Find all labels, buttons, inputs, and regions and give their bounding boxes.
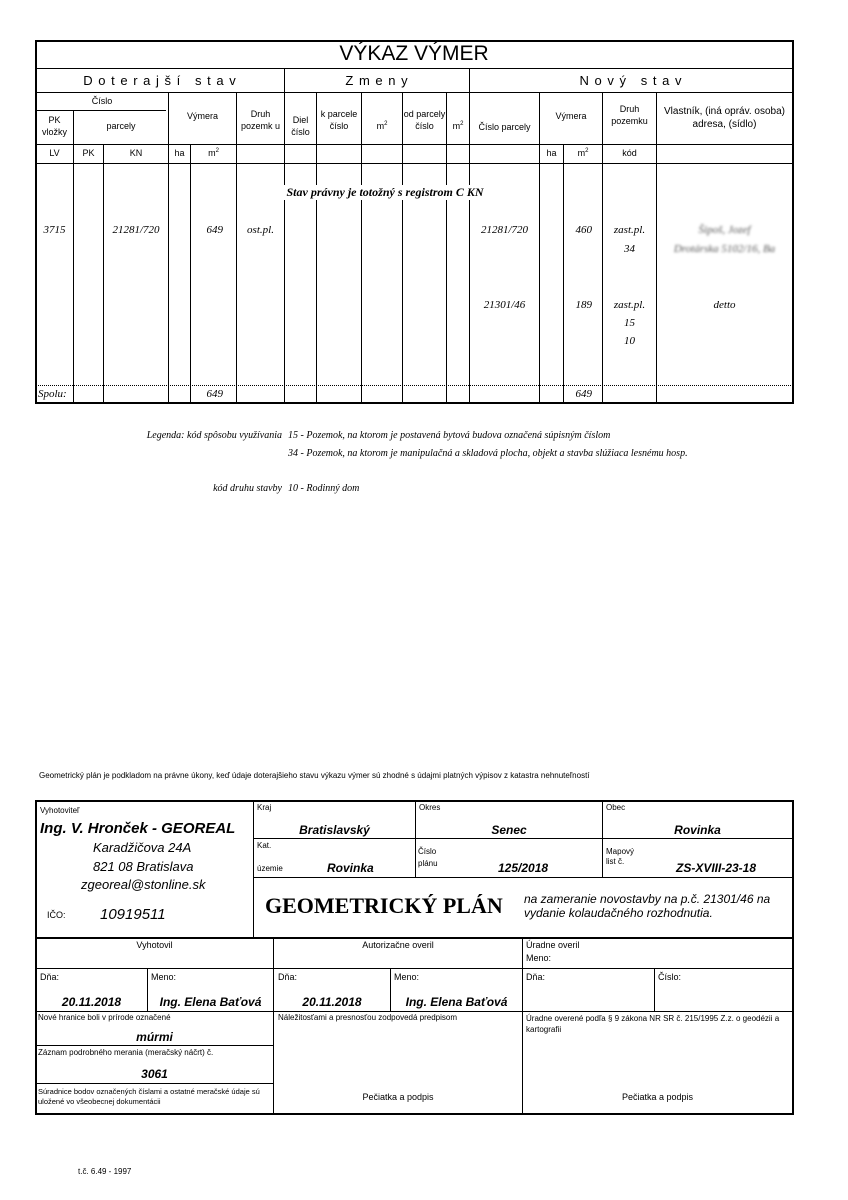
new-druh-2: zast.pl. — [613, 299, 646, 311]
header-m2-old: $m^2$ — [208, 148, 219, 158]
date-autorizacne: 20.11.2018 — [302, 995, 362, 1009]
peciatka-podpis-2: Pečiatka a podpis — [621, 1092, 694, 1102]
old-lv: 3715 — [43, 224, 66, 236]
vyhotovitel-label: Vyhotoviteľ — [40, 806, 80, 815]
legend-line-15: 15 - Pozemok, na ktorom je postavená bytová budova označená súpisným číslom — [288, 430, 611, 441]
new-owner-2: detto — [713, 299, 736, 311]
name-vyhotovil: Ing. Elena Baťová — [159, 995, 262, 1009]
zaznam-label: Záznam podrobného merania (meračský náčrt) č. — [38, 1048, 214, 1057]
obec-label: Obec — [606, 803, 626, 812]
company-name: Ing. V. Hronček - GEOREAL — [40, 820, 236, 837]
old-m2: 649 — [206, 224, 223, 236]
ico-value: 10919511 — [100, 906, 166, 923]
new-m2-1: 460 — [575, 224, 592, 236]
uradne-overil-label: Úradne overil — [526, 940, 580, 950]
header-druh-pozemku-new: Druh pozemku — [611, 104, 648, 126]
new-m2-2: 189 — [575, 299, 592, 311]
new-parcel-2: 21301/46 — [483, 299, 526, 311]
ico-label: IČO: — [47, 910, 66, 920]
dna-label-1: Dňa: — [40, 972, 60, 982]
header-parcely: parcely — [106, 121, 136, 131]
header-vymera: Výmera — [186, 111, 218, 121]
kraj-label: Kraj — [257, 803, 272, 812]
kat-label: Kat. — [257, 841, 272, 850]
mapovy-list-value: ZS-XVIII-23-18 — [676, 861, 757, 875]
meno-label-1: Meno: — [151, 972, 177, 982]
vyhotovil-label: Vyhotovil — [136, 940, 173, 950]
autorizacne-label: Autorizačne overil — [362, 940, 434, 950]
header-m2-zmeny1: $m^2$ — [376, 121, 388, 131]
section-novy-stav: N o v ý s t a v — [579, 73, 683, 88]
nalezitosti-note: Náležitosťami a presnosťou zodpovedá predpisom — [278, 1013, 457, 1022]
gp-description: na zameranie novostavby na p.č. 21301/46 na vydanie kolaudačného rozhodnutia. — [524, 892, 771, 920]
dna-label-2: Dňa: — [278, 972, 298, 982]
meno-label-official: Meno: — [526, 953, 552, 963]
new-owner-1-name: Šipoš, Jozef — [698, 224, 751, 236]
section-zmeny: Z m e n y — [345, 73, 409, 88]
obec-value: Rovinka — [674, 823, 721, 837]
mapovy-list-label: Mapový — [606, 847, 635, 856]
legend-label-usage: Legenda: kód spôsobu využívania — [146, 430, 282, 441]
cislo-planu-label-2: plánu — [418, 859, 438, 868]
new-parcel-1: 21281/720 — [480, 224, 529, 236]
meno-label-2: Meno: — [394, 972, 420, 982]
old-druh: ost.pl. — [247, 224, 274, 236]
spolu-new-m2: 649 — [575, 388, 592, 400]
header-kod: kód — [622, 148, 637, 158]
new-owner-1-address: Drotárska 5102/16, Ba — [673, 243, 776, 255]
hranice-label: Nové hranice boli v prírode označené — [38, 1013, 171, 1022]
new-druh-1: zast.pl. — [613, 224, 646, 236]
spolu-old-m2: 649 — [206, 388, 223, 400]
header-od-parcely: od parcely číslo — [403, 109, 446, 131]
header-kn: KN — [129, 148, 143, 158]
peciatka-podpis-1: Pečiatka a podpis — [362, 1092, 434, 1102]
date-vyhotovil: 20.11.2018 — [61, 995, 122, 1009]
header-diel-cislo: Diel číslo — [291, 115, 310, 137]
header-m2-zmeny2: $m^2$ — [452, 121, 464, 131]
header-cislo: Číslo — [91, 96, 113, 106]
header-druh-pozemku: Druh pozemk u — [240, 109, 281, 131]
cislo-planu-label: Číslo — [418, 847, 437, 856]
suradnice-note: Súradnice bodov označených číslami a ostatné meračské údaje sú uložené vo všeobecnej dokumentácii — [38, 1087, 260, 1106]
kat-label-2: územie — [257, 864, 283, 873]
gp-title: GEOMETRICKÝ PLÁN — [265, 893, 503, 918]
uradne-overene-note: Úradne overené podľa § 9 zákona NR SR č. 215/1995 Z.z. o geodézii a kartografii — [526, 1014, 780, 1034]
company-street: Karadžičova 24A — [93, 840, 192, 855]
dna-label-3: Dňa: — [526, 972, 546, 982]
header-m2-new: $m^2$ — [577, 148, 589, 158]
new-kod-1: 34 — [624, 243, 635, 255]
old-parcel-kn: 21281/720 — [112, 224, 160, 236]
cislo-label: Číslo: — [658, 972, 682, 982]
zaznam-value: 3061 — [141, 1067, 168, 1081]
header-lv: LV — [49, 148, 60, 158]
legend-label-building: kód druhu stavby — [213, 483, 282, 494]
header-pk: PK — [82, 148, 95, 158]
section-doterajsi-stav: D o t e r a j š í s t a v — [83, 73, 237, 88]
okres-label: Okres — [419, 803, 441, 812]
header-ha-new: ha — [546, 148, 557, 158]
header-k-parcele: k parcele číslo — [320, 109, 358, 131]
mapovy-list-label-2: list č. — [606, 857, 625, 866]
header-ha: ha — [174, 148, 185, 158]
legal-status-note: Stav právny je totožný s registrom C KN — [260, 185, 510, 200]
company-city: 821 08 Bratislava — [93, 859, 194, 874]
company-email: zgeoreal@stonline.sk — [81, 877, 206, 892]
header-vymera-new: Výmera — [555, 111, 587, 121]
name-autorizacne: Ing. Elena Baťová — [405, 995, 508, 1009]
okres-value: Senec — [491, 823, 527, 837]
form-number: t.č. 6.49 - 1997 — [78, 1167, 132, 1176]
new-kod-2a: 15 — [624, 317, 635, 329]
legend-line-10: 10 - Rodinný dom — [288, 483, 360, 494]
legal-statement: Geometrický plán je podkladom na právne úkony, keď údaje doterajšieho stavu výkazu výmer sú zhodné s údajmi platných výpisov z katastra nehnuteľností — [39, 771, 590, 780]
header-vlastnik: Vlastník, (iná opráv. osoba) adresa, (sídlo) — [664, 106, 785, 130]
kat-value: Rovinka — [327, 861, 374, 875]
header-cislo-parcely: Číslo parcely — [478, 122, 531, 132]
spolu-label: Spolu: — [38, 388, 67, 400]
legend-line-34: 34 - Pozemok, na ktorom je manipulačná a skladová plocha, objekt a stavba slúžiaca lesnému hosp. — [288, 448, 688, 459]
cislo-planu-value: 125/2018 — [498, 861, 549, 875]
kraj-value: Bratislavský — [299, 823, 370, 837]
header-pk-vlozky: PK vložky — [41, 115, 67, 137]
new-kod-2b: 10 — [624, 335, 635, 347]
vykaz-title: VÝKAZ VÝMER — [339, 42, 489, 65]
hranice-value: múrmi — [136, 1030, 173, 1044]
